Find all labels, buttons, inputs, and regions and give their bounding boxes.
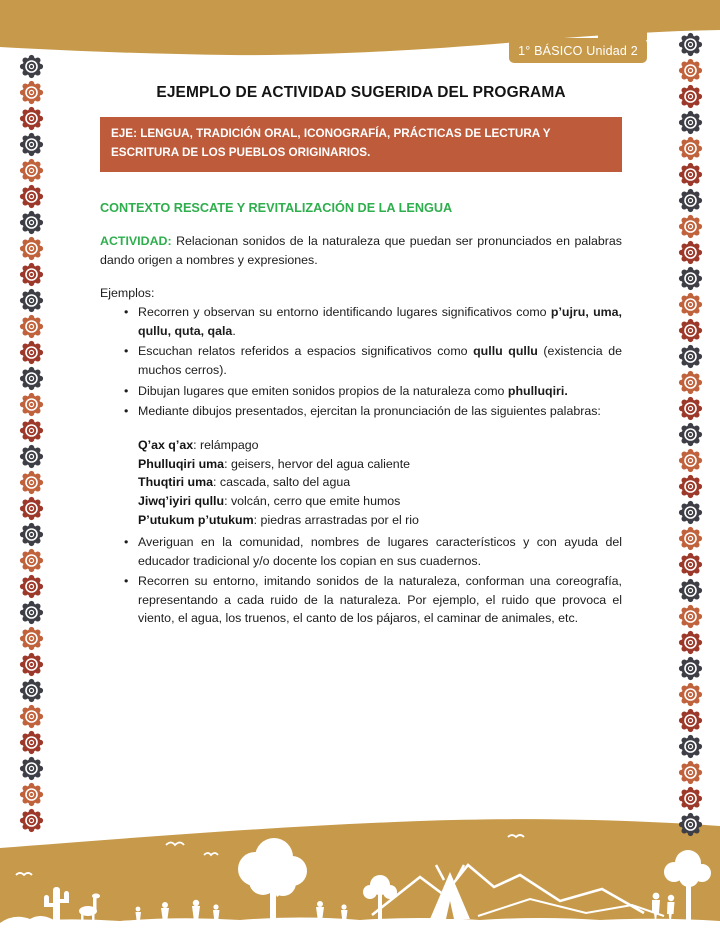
textile-rosette-icon <box>678 162 703 187</box>
textile-rosette-icon <box>678 110 703 135</box>
textile-rosette-icon <box>19 418 44 443</box>
textile-rosette-icon <box>19 626 44 651</box>
textile-rosette-icon <box>19 808 44 833</box>
textile-rosette-icon <box>19 496 44 521</box>
textile-rosette-icon <box>19 106 44 131</box>
textile-rosette-icon <box>678 734 703 759</box>
example-bullets-bottom <box>100 533 622 628</box>
textile-rosette-icon <box>19 678 44 703</box>
textile-rosette-icon <box>678 318 703 343</box>
footer-illustration <box>0 817 720 932</box>
word-list-item: Thuqtiri uma: cascada, salto del agua <box>138 475 351 490</box>
textile-rosette-icon <box>19 522 44 547</box>
textile-rosette-icon <box>19 470 44 495</box>
textile-rosette-icon <box>19 444 44 469</box>
textile-rosette-icon <box>678 786 703 811</box>
textile-rosette-icon <box>19 80 44 105</box>
textile-rosette-icon <box>678 292 703 317</box>
page-title: EJEMPLO DE ACTIVIDAD SUGERIDA DEL PROGRAMA <box>156 84 566 101</box>
textile-rosette-icon <box>19 730 44 755</box>
textile-rosette-icon <box>19 704 44 729</box>
textile-rosette-icon <box>19 782 44 807</box>
textile-rosette-icon <box>678 578 703 603</box>
textile-rosette-icon <box>678 396 703 421</box>
textile-rosette-icon <box>19 340 44 365</box>
textile-rosette-icon <box>678 84 703 109</box>
word-list-item: Jiwq’iyiri qullu: volcán, cerro que emite humos <box>138 494 401 509</box>
textile-rosette-icon <box>19 184 44 209</box>
textile-rosette-icon <box>19 574 44 599</box>
textile-rosette-icon <box>19 54 44 79</box>
left-border-ornament <box>19 54 44 833</box>
textile-rosette-icon <box>678 500 703 525</box>
content-column <box>100 84 622 628</box>
textile-rosette-icon <box>19 652 44 677</box>
textile-rosette-icon <box>678 630 703 655</box>
unit-badge-label: 1° BÁSICO Unidad 2 <box>518 43 638 58</box>
textile-rosette-icon <box>678 188 703 213</box>
list-item: • Recorren su entorno, imitando sonidos de la naturaleza, conforman una coreografía, representando a cada ruido de la naturaleza. Por ejemplo, el ruido que provoca el viento, el agua, los truenos, el canto de los pájaros, el caminar de animales, etc. <box>124 572 622 628</box>
activity-text: Relacionan sonidos de la naturaleza que puedan ser pronunciados en palabras dando origen a nombres y expresiones. <box>100 233 622 267</box>
textile-rosette-icon <box>19 288 44 313</box>
textile-rosette-icon <box>19 210 44 235</box>
list-item: • Escuchan relatos referidos a espacios significativos como qullu qullu (existencia de muchos cerros). <box>124 342 622 379</box>
textile-rosette-icon <box>678 344 703 369</box>
textile-rosette-icon <box>678 812 703 837</box>
eje-banner-text: EJE: LENGUA, TRADICIÓN ORAL, ICONOGRAFÍA, PRÁCTICAS DE LECTURA Y ESCRITURA DE LOS PUEBLOS ORIGINARIOS. <box>111 127 551 159</box>
context-heading: CONTEXTO RESCATE Y REVITALIZACIÓN DE LA LENGUA <box>100 200 453 215</box>
textile-rosette-icon <box>19 132 44 157</box>
examples-label: Ejemplos: <box>100 286 155 301</box>
textile-rosette-icon <box>19 392 44 417</box>
textile-rosette-icon <box>678 656 703 681</box>
textile-rosette-icon <box>678 682 703 707</box>
list-item: • Recorren y observan su entorno identificando lugares significativos como p’ujru, uma, qullu, quta, qala. <box>124 303 622 340</box>
textile-rosette-icon <box>678 474 703 499</box>
textile-rosette-icon <box>678 422 703 447</box>
word-list <box>138 436 622 530</box>
unit-badge <box>509 38 647 63</box>
textile-rosette-icon <box>19 236 44 261</box>
textile-rosette-icon <box>678 240 703 265</box>
eje-banner <box>100 117 622 172</box>
word-list-item: Q’ax q’ax: relámpago <box>138 437 259 452</box>
textile-rosette-icon <box>678 526 703 551</box>
textile-rosette-icon <box>678 136 703 161</box>
textile-rosette-icon <box>678 214 703 239</box>
activity-paragraph <box>100 232 622 269</box>
textile-rosette-icon <box>19 262 44 287</box>
example-bullets-top <box>100 303 622 421</box>
textile-rosette-icon <box>19 600 44 625</box>
right-border-ornament <box>678 32 703 837</box>
textile-rosette-icon <box>678 604 703 629</box>
list-item: • Mediante dibujos presentados, ejercitan la pronunciación de las siguientes palabras: <box>124 402 622 421</box>
textile-rosette-icon <box>19 366 44 391</box>
textile-rosette-icon <box>678 32 703 57</box>
textile-rosette-icon <box>19 314 44 339</box>
activity-label: ACTIVIDAD: <box>100 233 172 248</box>
textile-rosette-icon <box>19 548 44 573</box>
word-list-item: P’utukum p’utukum: piedras arrastradas por el rio <box>138 513 419 528</box>
textile-rosette-icon <box>678 448 703 473</box>
gold-hill <box>0 819 720 932</box>
list-item: • Dibujan lugares que emiten sonidos propios de la naturaleza como phulluqiri. <box>124 382 622 401</box>
textile-rosette-icon <box>678 708 703 733</box>
textile-rosette-icon <box>19 158 44 183</box>
textile-rosette-icon <box>678 760 703 785</box>
word-list-item: Phulluqiri uma: geisers, hervor del agua caliente <box>138 456 411 471</box>
list-item: • Averiguan en la comunidad, nombres de lugares característicos y con ayuda del educador tradicional y/o docente los copian en sus cuadernos. <box>124 533 622 570</box>
textile-rosette-icon <box>678 58 703 83</box>
textile-rosette-icon <box>678 370 703 395</box>
textile-rosette-icon <box>678 552 703 577</box>
textile-rosette-icon <box>678 266 703 291</box>
textile-rosette-icon <box>19 756 44 781</box>
